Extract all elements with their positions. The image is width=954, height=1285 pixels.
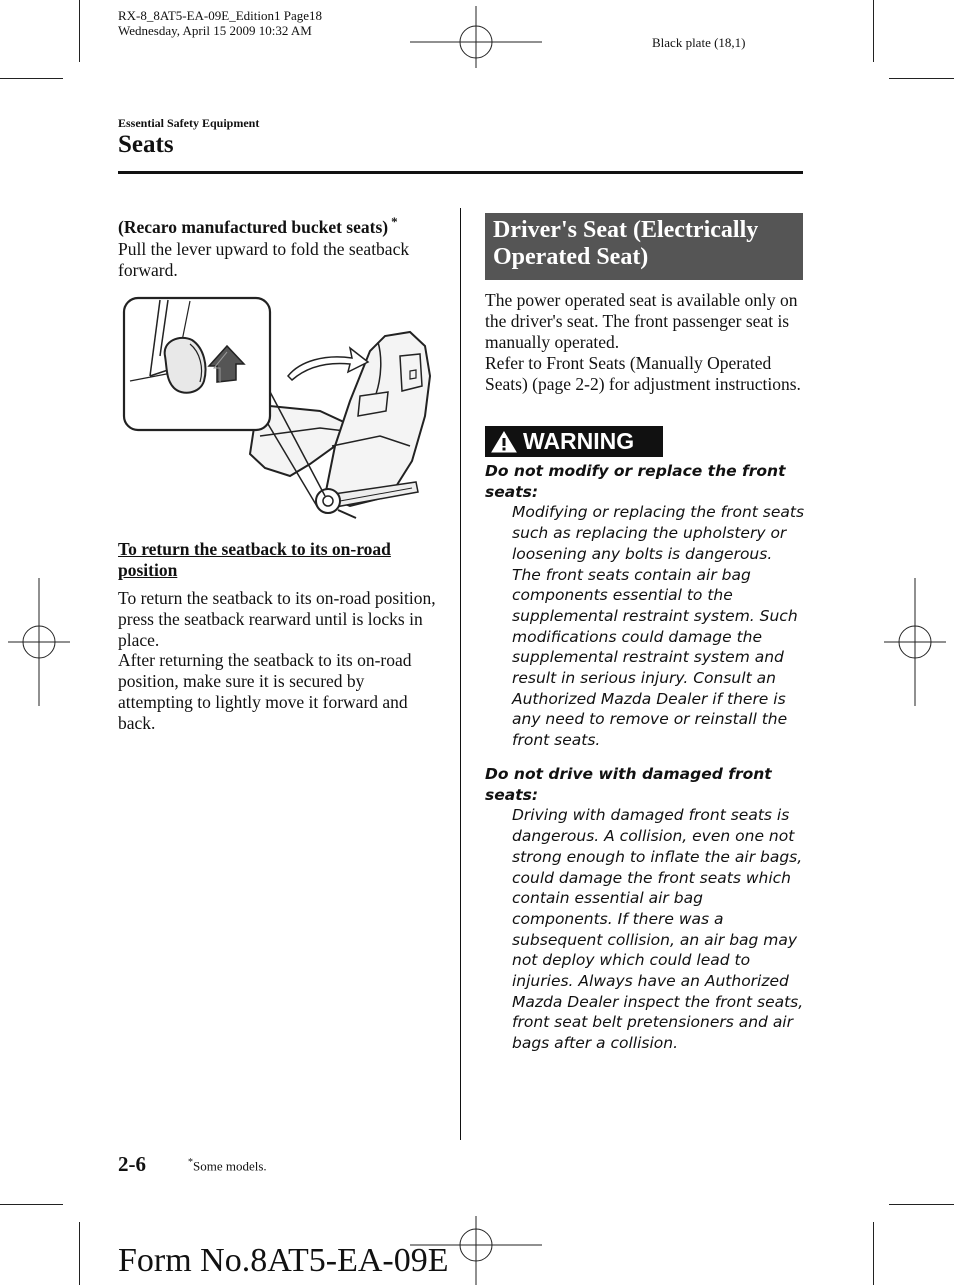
warning-block-2: [485, 764, 805, 1054]
refer-paragraph: Refer to Front Seats (Manually Operated Seats) (page 2-2) for adjustment instructions.: [485, 353, 801, 394]
section-category: Essential Safety Equipment: [118, 116, 260, 130]
crop-mark-top-left-h: [0, 78, 63, 79]
warning-1-heading: Do not modify or replace the front seats:: [485, 462, 786, 501]
warning-label-text: WARNING: [523, 428, 635, 454]
page-number: 2-6: [118, 1152, 146, 1176]
footnote-mark: *: [391, 214, 398, 229]
drivers-seat-heading: Driver's Seat (Electrically Operated Seat): [485, 213, 803, 280]
title-rule: [118, 171, 803, 174]
warning-label: [485, 426, 663, 457]
crosshair-registration-icon: [410, 6, 542, 68]
crop-mark-bottom-right-h: [889, 1204, 954, 1205]
return-paragraph-2: After returning the seatback to its on-road position, make sure it is secured by attempting to lightly move it forward and back.: [118, 650, 412, 733]
footnote-mark: *: [188, 1157, 193, 1168]
print-header-file: RX-8_8AT5-EA-09E_Edition1 Page18: [118, 8, 323, 23]
warning-2-heading: Do not drive with damaged front seats:: [485, 765, 772, 804]
recaro-text: Pull the lever upward to fold the seatback forward.: [118, 239, 410, 280]
crop-mark-bottom-left-h: [0, 1204, 63, 1205]
warning-triangle-icon: [491, 430, 517, 454]
crosshair-registration-icon: [8, 578, 70, 706]
power-seat-paragraph: The power operated seat is available only on the driver's seat. The front passenger seat is manually operated.: [485, 290, 798, 352]
footnote-text: Some models.: [193, 1158, 267, 1174]
warning-1-body: Modifying or replacing the front seats such as replacing the upholstery or loosening any bolts is dangerous. The front seats contain air bag components essential to the supplemental restraint system. Such modifications could damage the supplemental restraint system and result in serious injury. Consult an Authorized Mazda Dealer if there is any need to remove or reinstall the front seats.: [512, 503, 805, 750]
return-heading: To return the seatback to its on-road position: [118, 539, 391, 580]
crop-mark-top-left-v: [79, 0, 80, 62]
crop-mark-top-right-h: [889, 78, 954, 79]
form-number: Form No.8AT5-EA-09E: [118, 1242, 449, 1279]
column-divider: [460, 208, 461, 1140]
crop-mark-top-right-v: [873, 0, 874, 62]
warning-2-body: Driving with damaged front seats is dangerous. A collision, even one not strong enough to inflate the air bags, could damage the front seats which contain essential air bag components. If there was a subsequent collision, an air bag may not deploy which could lead to injuries. Always have an Authorized Mazda Dealer inspect the front seats, front seat belt pretensioners and air bags after a collision.: [512, 806, 804, 1053]
crop-mark-bottom-right-v: [873, 1222, 874, 1285]
seatback-lever-illustration: [120, 296, 440, 528]
print-header-date: Wednesday, April 15 2009 10:32 AM: [118, 23, 312, 38]
print-header-plate: Black plate (18,1): [652, 35, 746, 50]
footnote: [188, 1157, 267, 1174]
recaro-heading-text: (Recaro manufactured bucket seats): [118, 216, 389, 237]
warning-block-1: [485, 461, 805, 751]
recaro-heading: [118, 211, 448, 238]
crosshair-registration-icon: [884, 578, 946, 706]
crop-mark-bottom-left-v: [79, 1222, 80, 1285]
return-paragraph-1: To return the seatback to its on-road position, press the seatback rearward until is locks in place.: [118, 588, 436, 650]
page-title: Seats: [118, 131, 174, 158]
